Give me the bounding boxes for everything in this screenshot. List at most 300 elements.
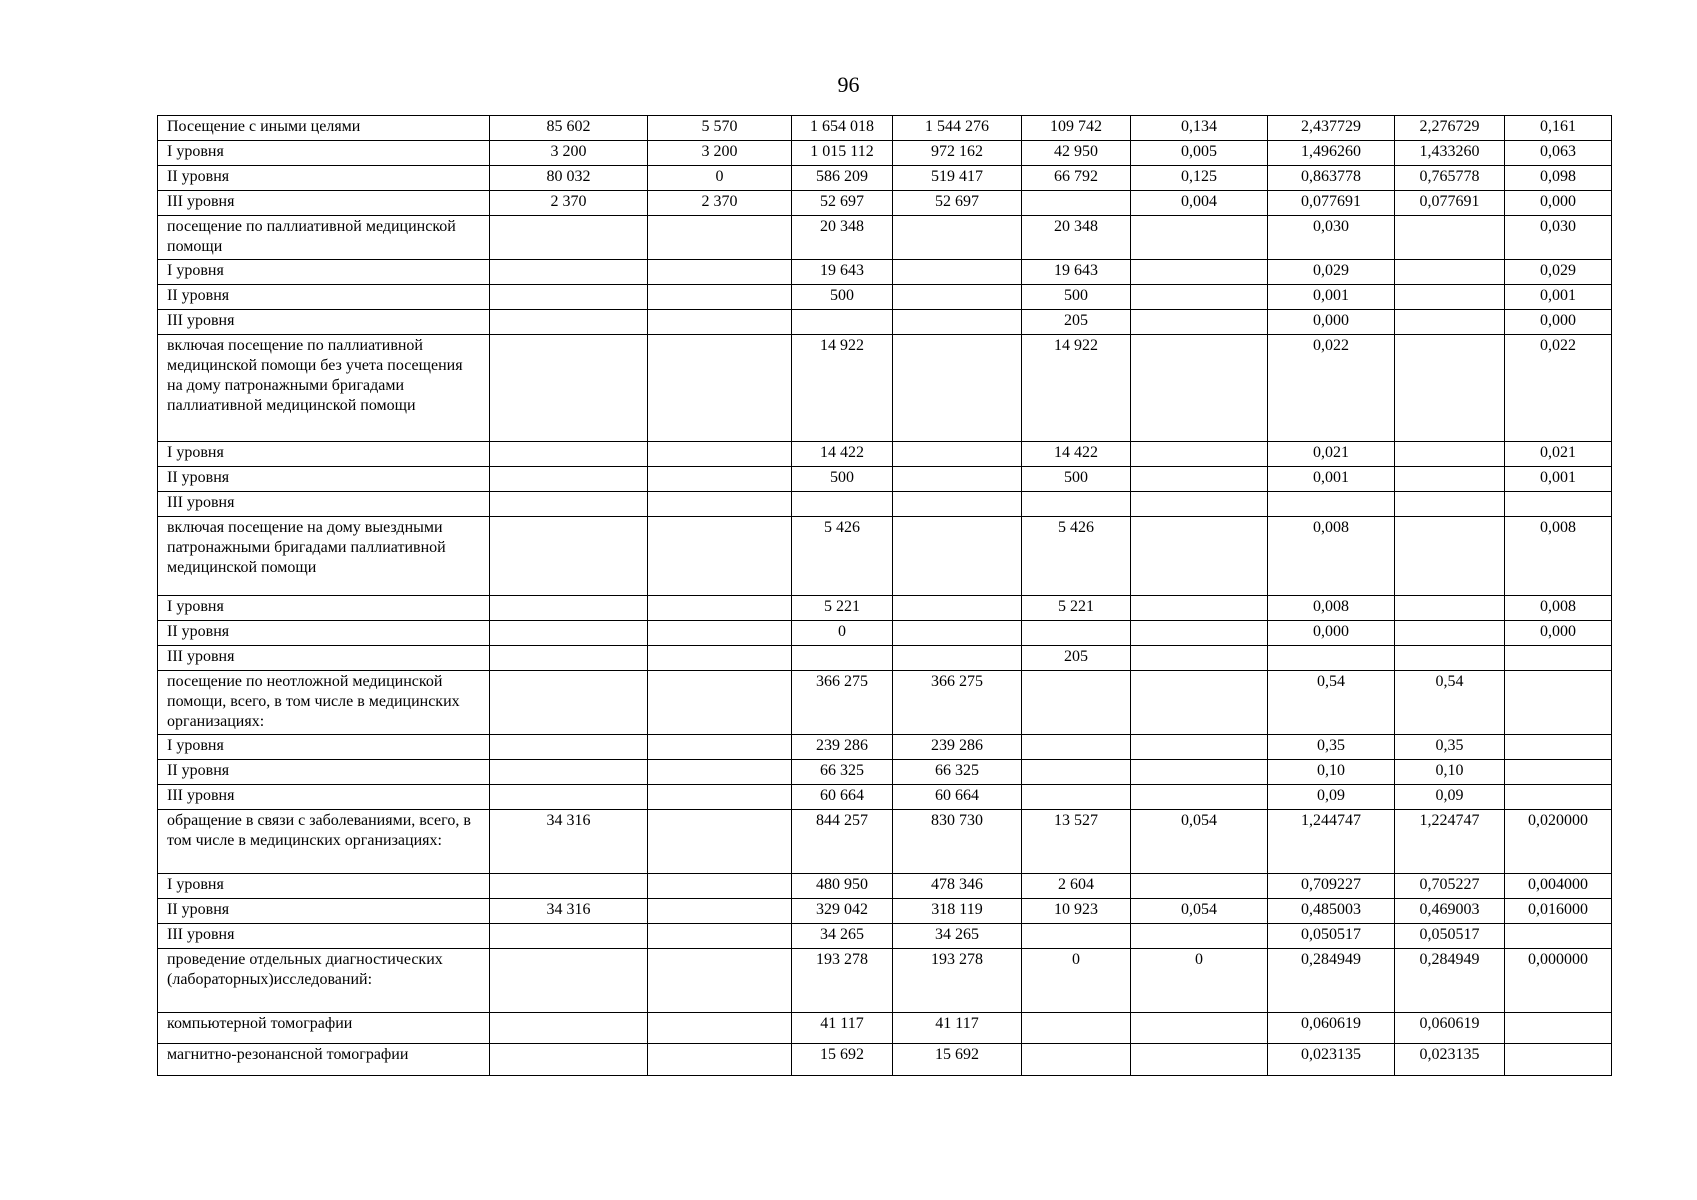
value-cell: 0,54 — [1268, 671, 1395, 735]
value-cell: 318 119 — [893, 899, 1022, 924]
value-cell: 0,709227 — [1268, 874, 1395, 899]
value-cell: 0,077691 — [1268, 191, 1395, 216]
value-cell — [1131, 785, 1268, 810]
value-cell: 0,485003 — [1268, 899, 1395, 924]
value-cell — [1022, 1013, 1131, 1044]
value-cell: 205 — [1022, 646, 1131, 671]
value-cell — [893, 596, 1022, 621]
table-row — [158, 1044, 1612, 1076]
value-cell: 0,060619 — [1268, 1013, 1395, 1044]
value-cell — [1505, 1044, 1612, 1076]
row-label-cell: включая посещение на дому выездными патронажными бригадами паллиативной медицинской помощи — [158, 517, 490, 596]
value-cell — [1022, 785, 1131, 810]
value-cell: 42 950 — [1022, 141, 1131, 166]
value-cell — [648, 492, 792, 517]
value-cell: 830 730 — [893, 810, 1022, 874]
value-cell: 0,000 — [1268, 310, 1395, 335]
value-cell: 5 426 — [1022, 517, 1131, 596]
value-cell: 14 422 — [1022, 442, 1131, 467]
value-cell: 2 370 — [648, 191, 792, 216]
value-cell: 20 348 — [1022, 216, 1131, 260]
value-cell — [893, 260, 1022, 285]
value-cell: 3 200 — [648, 141, 792, 166]
table-row — [158, 1013, 1612, 1044]
table-row — [158, 310, 1612, 335]
value-cell — [648, 949, 792, 1013]
page-number: 96 — [837, 72, 860, 97]
value-cell: 0,030 — [1505, 216, 1612, 260]
value-cell — [1131, 310, 1268, 335]
table-row — [158, 621, 1612, 646]
value-cell — [893, 467, 1022, 492]
value-cell: 239 286 — [893, 735, 1022, 760]
value-cell: 109 742 — [1022, 116, 1131, 141]
value-cell — [490, 467, 648, 492]
value-cell — [490, 621, 648, 646]
value-cell: 10 923 — [1022, 899, 1131, 924]
value-cell — [490, 671, 648, 735]
value-cell — [1505, 785, 1612, 810]
value-cell — [1395, 260, 1505, 285]
value-cell: 0,134 — [1131, 116, 1268, 141]
value-cell — [1395, 492, 1505, 517]
value-cell: 52 697 — [893, 191, 1022, 216]
value-cell — [893, 335, 1022, 442]
value-cell — [893, 310, 1022, 335]
row-label-cell: II уровня — [158, 621, 490, 646]
value-cell: 586 209 — [792, 166, 893, 191]
value-cell — [1022, 671, 1131, 735]
value-cell — [648, 1013, 792, 1044]
value-cell — [1268, 492, 1395, 517]
value-cell: 14 922 — [792, 335, 893, 442]
value-cell — [648, 285, 792, 310]
value-cell: 193 278 — [792, 949, 893, 1013]
value-cell: 0,022 — [1268, 335, 1395, 442]
value-cell — [648, 760, 792, 785]
value-cell: 329 042 — [792, 899, 893, 924]
value-cell — [1395, 646, 1505, 671]
value-cell — [1131, 335, 1268, 442]
table-row — [158, 596, 1612, 621]
value-cell — [1022, 191, 1131, 216]
value-cell: 500 — [792, 285, 893, 310]
value-cell: 1,496260 — [1268, 141, 1395, 166]
table-row — [158, 492, 1612, 517]
value-cell — [648, 621, 792, 646]
value-cell: 0,001 — [1268, 285, 1395, 310]
value-cell — [1131, 492, 1268, 517]
row-label-cell: обращение в связи с заболеваниями, всего, в том числе в медицинских организациях: — [158, 810, 490, 874]
value-cell: 0,09 — [1395, 785, 1505, 810]
row-label-cell: компьютерной томографии — [158, 1013, 490, 1044]
value-cell — [1131, 260, 1268, 285]
value-cell: 480 950 — [792, 874, 893, 899]
value-cell: 5 570 — [648, 116, 792, 141]
value-cell: 0,284949 — [1268, 949, 1395, 1013]
value-cell: 1 654 018 — [792, 116, 893, 141]
value-cell: 66 325 — [792, 760, 893, 785]
row-label-cell: I уровня — [158, 442, 490, 467]
table-row — [158, 191, 1612, 216]
table-row — [158, 874, 1612, 899]
value-cell: 0,001 — [1505, 285, 1612, 310]
value-cell — [1131, 596, 1268, 621]
value-cell: 0,000 — [1505, 191, 1612, 216]
value-cell: 0,09 — [1268, 785, 1395, 810]
value-cell — [1131, 442, 1268, 467]
table-row — [158, 646, 1612, 671]
value-cell — [648, 646, 792, 671]
value-cell — [1131, 1044, 1268, 1076]
row-label-cell: включая посещение по паллиативной медицинской помощи без учета посещения на дому патронажными бригадами паллиативной медицинской помощи — [158, 335, 490, 442]
value-cell: 0,030 — [1268, 216, 1395, 260]
value-cell: 0,029 — [1268, 260, 1395, 285]
value-cell — [648, 310, 792, 335]
value-cell — [1131, 924, 1268, 949]
value-cell — [490, 596, 648, 621]
value-cell — [648, 785, 792, 810]
value-cell: 0 — [1131, 949, 1268, 1013]
value-cell — [893, 285, 1022, 310]
value-cell: 0,000 — [1268, 621, 1395, 646]
row-label-cell: II уровня — [158, 166, 490, 191]
value-cell: 0,008 — [1505, 517, 1612, 596]
value-cell — [1131, 216, 1268, 260]
value-cell — [1395, 335, 1505, 442]
value-cell: 0,705227 — [1395, 874, 1505, 899]
value-cell — [1505, 646, 1612, 671]
row-label-cell: I уровня — [158, 874, 490, 899]
table-row — [158, 735, 1612, 760]
value-cell — [1395, 285, 1505, 310]
row-label-cell: II уровня — [158, 760, 490, 785]
table-row — [158, 671, 1612, 735]
value-cell — [1505, 735, 1612, 760]
value-cell: 0 — [792, 621, 893, 646]
value-cell: 5 221 — [1022, 596, 1131, 621]
value-cell: 500 — [792, 467, 893, 492]
table-row — [158, 517, 1612, 596]
value-cell: 66 325 — [893, 760, 1022, 785]
value-cell — [893, 216, 1022, 260]
value-cell: 0 — [648, 166, 792, 191]
value-cell — [490, 285, 648, 310]
value-cell: 34 265 — [893, 924, 1022, 949]
value-cell — [648, 442, 792, 467]
value-cell: 1 544 276 — [893, 116, 1022, 141]
value-cell: 519 417 — [893, 166, 1022, 191]
value-cell: 0,077691 — [1395, 191, 1505, 216]
value-cell: 0,125 — [1131, 166, 1268, 191]
row-label-cell: посещение по неотложной медицинской помощи, всего, в том числе в медицинских организациях: — [158, 671, 490, 735]
table-row — [158, 785, 1612, 810]
table-row — [158, 810, 1612, 874]
value-cell: 0,021 — [1505, 442, 1612, 467]
table-row — [158, 141, 1612, 166]
table-row — [158, 216, 1612, 260]
value-cell: 0,021 — [1268, 442, 1395, 467]
value-cell: 0,10 — [1395, 760, 1505, 785]
value-cell: 0,004000 — [1505, 874, 1612, 899]
value-cell — [1395, 596, 1505, 621]
value-cell — [490, 735, 648, 760]
value-cell: 3 200 — [490, 141, 648, 166]
value-cell: 0,054 — [1131, 810, 1268, 874]
value-cell — [1505, 1013, 1612, 1044]
value-cell: 239 286 — [792, 735, 893, 760]
row-label-cell: I уровня — [158, 735, 490, 760]
value-cell — [1022, 760, 1131, 785]
value-cell: 60 664 — [893, 785, 1022, 810]
table-row — [158, 116, 1612, 141]
table-row — [158, 166, 1612, 191]
value-cell: 14 422 — [792, 442, 893, 467]
value-cell — [1505, 760, 1612, 785]
row-label-cell: проведение отдельных диагностических (лабораторных)исследований: — [158, 949, 490, 1013]
value-cell — [1022, 492, 1131, 517]
value-cell: 0,060619 — [1395, 1013, 1505, 1044]
value-cell: 80 032 — [490, 166, 648, 191]
value-cell: 0,54 — [1395, 671, 1505, 735]
value-cell — [1131, 285, 1268, 310]
value-cell — [893, 621, 1022, 646]
row-label-cell: III уровня — [158, 191, 490, 216]
row-label-cell: III уровня — [158, 492, 490, 517]
value-cell: 41 117 — [893, 1013, 1022, 1044]
table-row — [158, 260, 1612, 285]
value-cell: 34 316 — [490, 899, 648, 924]
value-cell — [490, 760, 648, 785]
value-cell: 0,008 — [1505, 596, 1612, 621]
value-cell: 2,437729 — [1268, 116, 1395, 141]
value-cell — [648, 517, 792, 596]
value-cell: 0,284949 — [1395, 949, 1505, 1013]
value-cell: 0,054 — [1131, 899, 1268, 924]
value-cell: 0,161 — [1505, 116, 1612, 141]
value-cell — [893, 646, 1022, 671]
value-cell — [1395, 442, 1505, 467]
value-cell: 13 527 — [1022, 810, 1131, 874]
value-cell: 0,050517 — [1268, 924, 1395, 949]
value-cell: 366 275 — [792, 671, 893, 735]
value-cell: 972 162 — [893, 141, 1022, 166]
value-cell: 0,35 — [1395, 735, 1505, 760]
value-cell: 0,008 — [1268, 596, 1395, 621]
row-label-cell: II уровня — [158, 899, 490, 924]
row-label-cell: I уровня — [158, 141, 490, 166]
value-cell: 193 278 — [893, 949, 1022, 1013]
value-cell: 0 — [1022, 949, 1131, 1013]
value-cell — [1131, 760, 1268, 785]
table-row — [158, 335, 1612, 442]
value-cell: 1,244747 — [1268, 810, 1395, 874]
value-cell: 0,10 — [1268, 760, 1395, 785]
value-cell — [893, 442, 1022, 467]
value-cell: 5 426 — [792, 517, 893, 596]
value-cell — [1131, 621, 1268, 646]
value-cell — [1268, 646, 1395, 671]
row-label-cell: II уровня — [158, 285, 490, 310]
value-cell: 0,001 — [1268, 467, 1395, 492]
value-cell: 14 922 — [1022, 335, 1131, 442]
value-cell: 0,004 — [1131, 191, 1268, 216]
value-cell — [648, 810, 792, 874]
value-cell: 52 697 — [792, 191, 893, 216]
value-cell — [648, 1044, 792, 1076]
value-cell: 1,433260 — [1395, 141, 1505, 166]
value-cell: 0,063 — [1505, 141, 1612, 166]
value-cell — [490, 517, 648, 596]
row-label-cell: III уровня — [158, 646, 490, 671]
value-cell: 0,023135 — [1395, 1044, 1505, 1076]
value-cell — [648, 335, 792, 442]
value-cell: 20 348 — [792, 216, 893, 260]
value-cell — [490, 492, 648, 517]
value-cell: 478 346 — [893, 874, 1022, 899]
value-cell — [1505, 924, 1612, 949]
value-cell: 0,023135 — [1268, 1044, 1395, 1076]
value-cell: 0,863778 — [1268, 166, 1395, 191]
row-label-cell: I уровня — [158, 596, 490, 621]
value-cell — [648, 260, 792, 285]
value-cell — [792, 310, 893, 335]
value-cell: 0,765778 — [1395, 166, 1505, 191]
value-cell: 0,029 — [1505, 260, 1612, 285]
value-cell: 0,016000 — [1505, 899, 1612, 924]
value-cell — [648, 874, 792, 899]
value-cell: 0,008 — [1268, 517, 1395, 596]
value-cell — [1131, 517, 1268, 596]
value-cell — [1131, 1013, 1268, 1044]
value-cell — [893, 492, 1022, 517]
table-row — [158, 467, 1612, 492]
value-cell: 0,35 — [1268, 735, 1395, 760]
value-cell: 19 643 — [1022, 260, 1131, 285]
value-cell: 15 692 — [893, 1044, 1022, 1076]
table-row — [158, 949, 1612, 1013]
value-cell — [490, 949, 648, 1013]
value-cell — [490, 874, 648, 899]
value-cell — [490, 310, 648, 335]
value-cell: 5 221 — [792, 596, 893, 621]
value-cell: 500 — [1022, 285, 1131, 310]
value-cell — [490, 1044, 648, 1076]
value-cell — [1395, 517, 1505, 596]
value-cell: 0,000000 — [1505, 949, 1612, 1013]
value-cell — [648, 596, 792, 621]
value-cell: 0,005 — [1131, 141, 1268, 166]
value-cell: 1,224747 — [1395, 810, 1505, 874]
row-label-cell: III уровня — [158, 310, 490, 335]
value-cell — [1022, 924, 1131, 949]
value-cell: 19 643 — [792, 260, 893, 285]
value-cell: 34 265 — [792, 924, 893, 949]
value-cell — [648, 671, 792, 735]
value-cell — [792, 646, 893, 671]
value-cell: 0,022 — [1505, 335, 1612, 442]
value-cell — [648, 216, 792, 260]
row-label-cell: магнитно-резонансной томографии — [158, 1044, 490, 1076]
table-row — [158, 760, 1612, 785]
table-row — [158, 924, 1612, 949]
value-cell: 0,469003 — [1395, 899, 1505, 924]
value-cell: 0,050517 — [1395, 924, 1505, 949]
value-cell — [1131, 646, 1268, 671]
value-cell — [490, 646, 648, 671]
value-cell — [490, 1013, 648, 1044]
row-label-cell: III уровня — [158, 785, 490, 810]
table-body — [158, 116, 1612, 1076]
row-label-cell: III уровня — [158, 924, 490, 949]
value-cell: 0,000 — [1505, 310, 1612, 335]
value-cell: 500 — [1022, 467, 1131, 492]
value-cell — [490, 924, 648, 949]
value-cell — [1131, 874, 1268, 899]
value-cell — [1505, 492, 1612, 517]
data-table — [157, 115, 1612, 1076]
table-row — [158, 285, 1612, 310]
table-row — [158, 899, 1612, 924]
value-cell — [648, 735, 792, 760]
table-row — [158, 442, 1612, 467]
value-cell: 85 602 — [490, 116, 648, 141]
value-cell — [648, 899, 792, 924]
value-cell: 0,001 — [1505, 467, 1612, 492]
value-cell: 1 015 112 — [792, 141, 893, 166]
value-cell — [1022, 735, 1131, 760]
value-cell — [648, 467, 792, 492]
value-cell — [648, 924, 792, 949]
value-cell — [1131, 735, 1268, 760]
value-cell — [1395, 310, 1505, 335]
value-cell — [893, 517, 1022, 596]
value-cell: 41 117 — [792, 1013, 893, 1044]
value-cell: 2 604 — [1022, 874, 1131, 899]
value-cell — [490, 442, 648, 467]
value-cell: 2 370 — [490, 191, 648, 216]
value-cell: 0,000 — [1505, 621, 1612, 646]
value-cell: 60 664 — [792, 785, 893, 810]
value-cell: 0,020000 — [1505, 810, 1612, 874]
value-cell — [490, 335, 648, 442]
value-cell — [1505, 671, 1612, 735]
value-cell — [1131, 467, 1268, 492]
value-cell: 2,276729 — [1395, 116, 1505, 141]
value-cell — [1395, 621, 1505, 646]
value-cell — [1395, 467, 1505, 492]
row-label-cell: посещение по паллиативной медицинской помощи — [158, 216, 490, 260]
value-cell: 0,098 — [1505, 166, 1612, 191]
value-cell — [490, 260, 648, 285]
value-cell: 844 257 — [792, 810, 893, 874]
value-cell — [490, 216, 648, 260]
value-cell: 366 275 — [893, 671, 1022, 735]
row-label-cell: I уровня — [158, 260, 490, 285]
value-cell — [1131, 671, 1268, 735]
row-label-cell: Посещение с иными целями — [158, 116, 490, 141]
value-cell — [490, 785, 648, 810]
value-cell: 34 316 — [490, 810, 648, 874]
value-cell — [792, 492, 893, 517]
value-cell — [1022, 621, 1131, 646]
value-cell: 205 — [1022, 310, 1131, 335]
value-cell — [1022, 1044, 1131, 1076]
row-label-cell: II уровня — [158, 467, 490, 492]
value-cell: 15 692 — [792, 1044, 893, 1076]
value-cell: 66 792 — [1022, 166, 1131, 191]
value-cell — [1395, 216, 1505, 260]
